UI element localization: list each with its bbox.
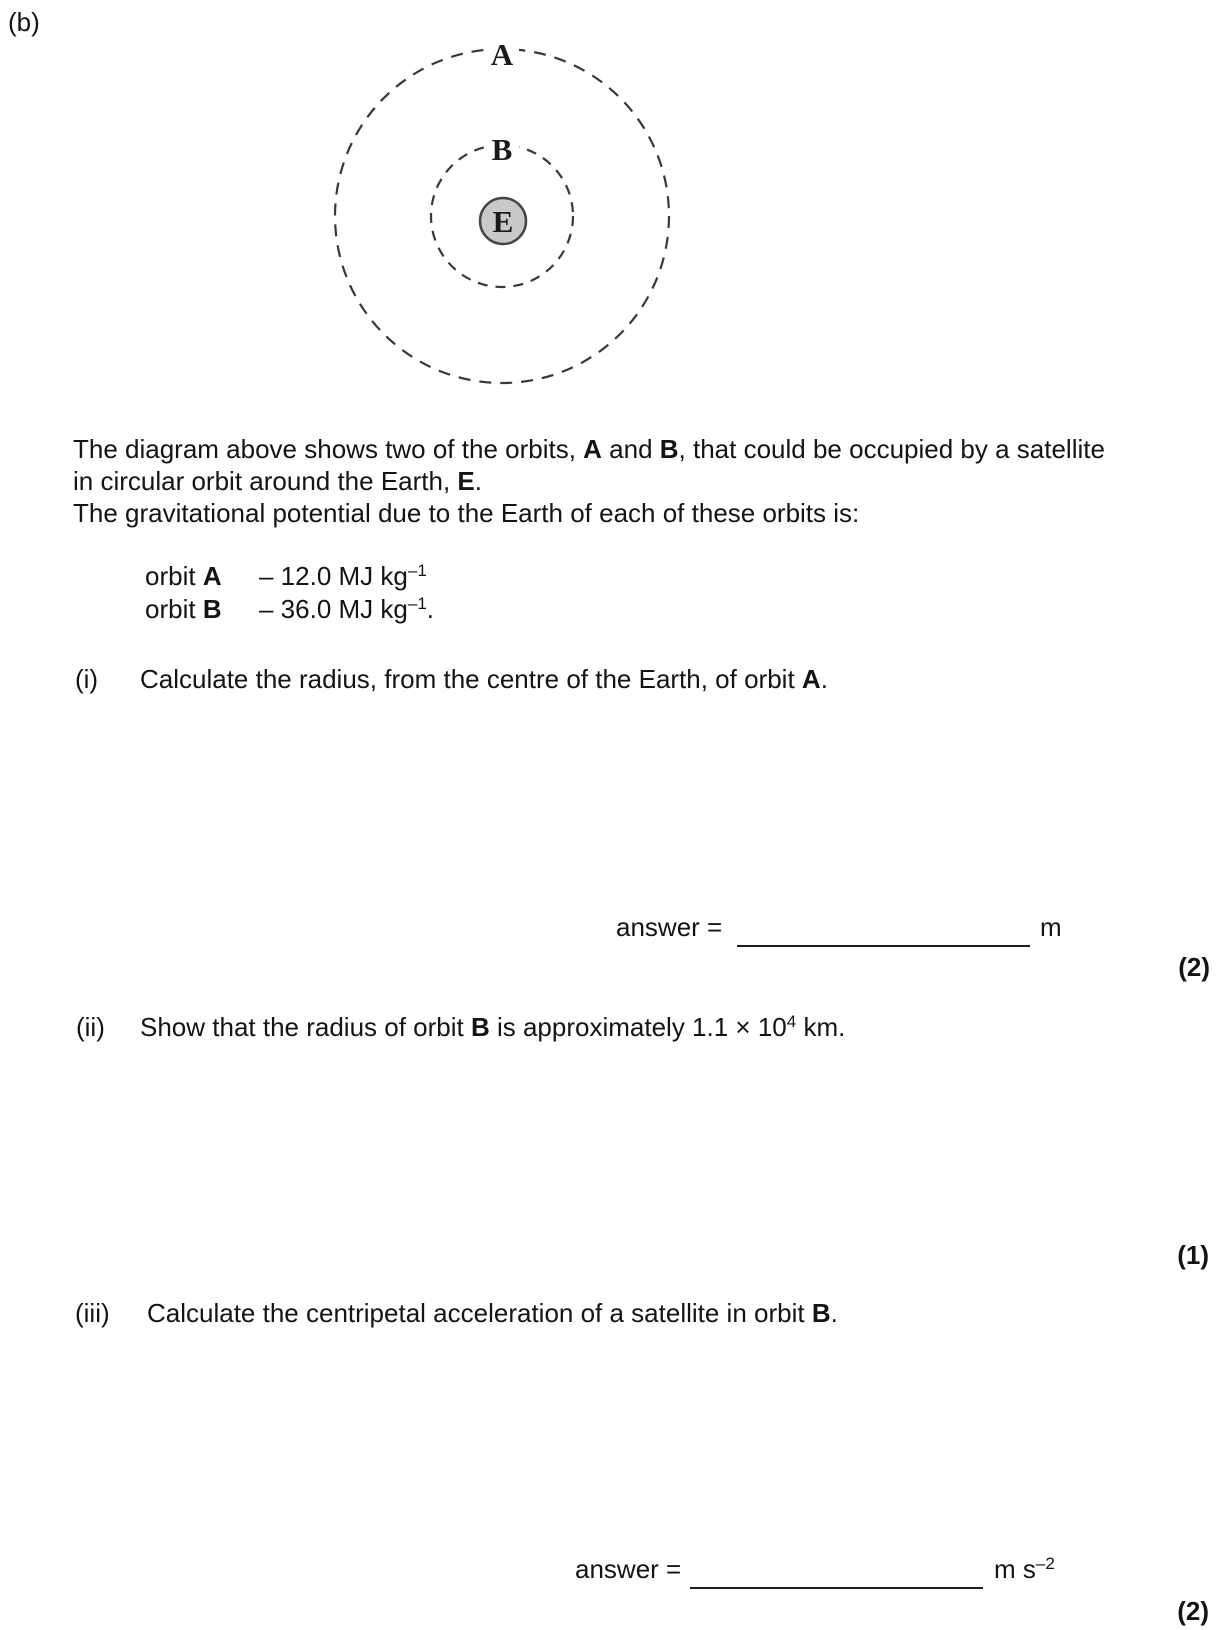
orbit-b-ref: B	[202, 594, 222, 624]
question-text: is approximately 1.1 × 10	[489, 1012, 787, 1042]
orbit-b-ref: B	[811, 1298, 831, 1328]
question-iii-text	[147, 1297, 838, 1329]
orbit-diagram	[302, 28, 702, 408]
intro-line-1	[73, 433, 1105, 465]
orbit-a-ref: A	[801, 664, 821, 694]
unit-text: m s	[994, 1554, 1036, 1584]
question-text: km.	[796, 1012, 846, 1042]
earth-label: E	[492, 204, 514, 239]
answer-i-blank	[737, 911, 1030, 947]
answer-iii-blank	[690, 1553, 983, 1589]
intro-text: The diagram above shows two of the orbits,	[73, 434, 584, 464]
orbit-b-ref: B	[659, 434, 679, 464]
value-exponent: –1	[407, 594, 427, 613]
answer-i-label: answer =	[616, 912, 723, 942]
orbit-a-label: A	[490, 37, 514, 72]
orbit-a-ref: A	[583, 434, 602, 464]
intro-text: The gravitational potential due to the Earth of each of these orbits is:	[73, 498, 860, 528]
question-text: .	[830, 1298, 838, 1328]
intro-text: .	[474, 466, 482, 496]
orbit-b-potential-value	[259, 593, 434, 625]
orbit-word: orbit	[145, 594, 203, 624]
question-i-marker: (i)	[75, 664, 99, 694]
earth-ref: E	[457, 466, 475, 496]
value-exponent: –1	[407, 561, 427, 580]
answer-i-unit: m	[1040, 912, 1062, 942]
question-ii-marker: (ii)	[76, 1012, 105, 1042]
orbit-a-potential-value	[259, 560, 427, 592]
question-text: Calculate the centripetal acceleration of a satellite in orbit	[147, 1298, 812, 1328]
value-text: .	[426, 594, 435, 624]
intro-paragraph	[73, 433, 1105, 529]
question-i-text	[140, 663, 828, 695]
unit-exponent: –2	[1035, 1554, 1055, 1573]
orbit-word: orbit	[145, 561, 203, 591]
question-iii-marks: (2)	[1177, 1596, 1209, 1626]
question-ii-marks: (1)	[1177, 1240, 1209, 1270]
question-text: .	[820, 664, 828, 694]
question-ii-text	[140, 1011, 845, 1043]
orbit-a-row-label	[145, 560, 222, 592]
value-text: – 36.0 MJ kg	[259, 594, 408, 624]
question-text: Show that the radius of orbit	[140, 1012, 471, 1042]
intro-text: , that could be occupied by a satellite	[678, 434, 1105, 464]
power-exponent: 4	[786, 1012, 797, 1031]
intro-line-2	[73, 465, 1105, 497]
question-text: Calculate the radius, from the centre of the Earth, of orbit	[140, 664, 802, 694]
intro-line-3	[73, 497, 1105, 529]
orbit-b-ref: B	[470, 1012, 490, 1042]
answer-iii-label: answer =	[575, 1554, 682, 1584]
orbit-b-label: B	[491, 132, 513, 167]
orbit-b-row-label	[145, 593, 222, 625]
intro-text: in circular orbit around the Earth,	[73, 466, 458, 496]
intro-text: and	[601, 434, 660, 464]
orbit-a-ref: A	[202, 561, 222, 591]
question-iii-marker: (iii)	[75, 1298, 110, 1328]
question-i-marks: (2)	[1178, 952, 1210, 982]
part-label: (b)	[8, 7, 40, 37]
value-text: – 12.0 MJ kg	[259, 561, 408, 591]
answer-iii-unit	[994, 1553, 1055, 1585]
